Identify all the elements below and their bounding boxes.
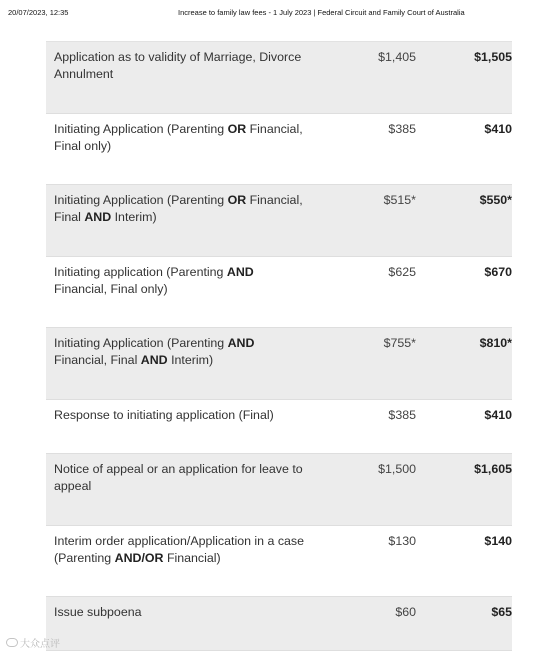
print-datetime: 20/07/2023, 12:35 [8, 8, 69, 17]
description-text: Interim) [111, 210, 157, 224]
fee-description [46, 400, 304, 424]
description-text: Response to initiating application (Final) [54, 408, 274, 422]
table-row [46, 526, 512, 597]
emphasis-text: AND [140, 353, 168, 367]
description-text: Financial, Final only) [54, 282, 168, 296]
new-fee: $65 [491, 605, 512, 619]
description-text: Interim order application/Application in a case (Parenting [54, 534, 305, 565]
previous-fee: $1,405 [378, 50, 416, 64]
table-row [46, 454, 512, 526]
description-text: Financial, Final only) [54, 122, 303, 153]
previous-fee: $130 [388, 534, 416, 548]
fee-description [46, 257, 304, 298]
previous-fee: $625 [388, 265, 416, 279]
fee-description [46, 526, 304, 567]
new-fee: $1,505 [474, 50, 512, 64]
description-text: Initiating Application (Parenting [54, 193, 228, 207]
table-row [46, 42, 512, 114]
description-text: Interim) [167, 353, 214, 367]
emphasis-text: OR [227, 122, 247, 136]
previous-fee: $515* [383, 193, 416, 207]
emphasis-text: AND [84, 210, 112, 224]
fee-description [46, 597, 304, 621]
fee-description [46, 185, 304, 226]
description-text: Initiating application (Parenting [54, 265, 227, 279]
description-text: Issue subpoena [54, 605, 142, 619]
emphasis-text: AND/OR [114, 551, 164, 565]
table-row [46, 114, 512, 185]
table-row [46, 597, 512, 651]
table-row [46, 400, 512, 454]
description-text: Notice of appeal or an application for leave to appeal [54, 462, 303, 493]
fee-description [46, 328, 304, 369]
print-page-title: Increase to family law fees - 1 July 2023 | Federal Circuit and Family Court of Australia [178, 8, 465, 17]
emphasis-text: OR [227, 193, 247, 207]
new-fee: $810* [479, 336, 512, 350]
description-text: Application as to validity of Marriage, Divorce Annulment [54, 50, 302, 81]
description-text: Initiating Application (Parenting [54, 122, 228, 136]
previous-fee: $60 [395, 605, 416, 619]
fee-description [46, 454, 304, 495]
description-text: Financial, Final [54, 193, 303, 224]
description-text: Financial) [163, 551, 221, 565]
emphasis-text: AND [227, 336, 255, 350]
fee-description [46, 114, 304, 155]
previous-fee: $385 [388, 408, 416, 422]
new-fee: $140 [484, 534, 512, 548]
app-logo-icon [6, 638, 18, 647]
print-header [8, 8, 531, 20]
description-text: Financial, Final [54, 353, 141, 367]
fee-description [46, 42, 304, 83]
previous-fee: $755* [383, 336, 416, 350]
emphasis-text: AND [226, 265, 254, 279]
table-row [46, 257, 512, 328]
previous-fee: $1,500 [378, 462, 416, 476]
new-fee: $670 [484, 265, 512, 279]
fee-table [46, 41, 512, 651]
new-fee: $550* [479, 193, 512, 207]
new-fee: $1,605 [474, 462, 512, 476]
new-fee: $410 [484, 408, 512, 422]
table-row [46, 328, 512, 400]
watermark [6, 635, 60, 650]
previous-fee: $385 [388, 122, 416, 136]
table-row [46, 185, 512, 257]
watermark-text: 大众点评 [20, 639, 60, 650]
new-fee: $410 [484, 122, 512, 136]
description-text: Initiating Application (Parenting [54, 336, 228, 350]
